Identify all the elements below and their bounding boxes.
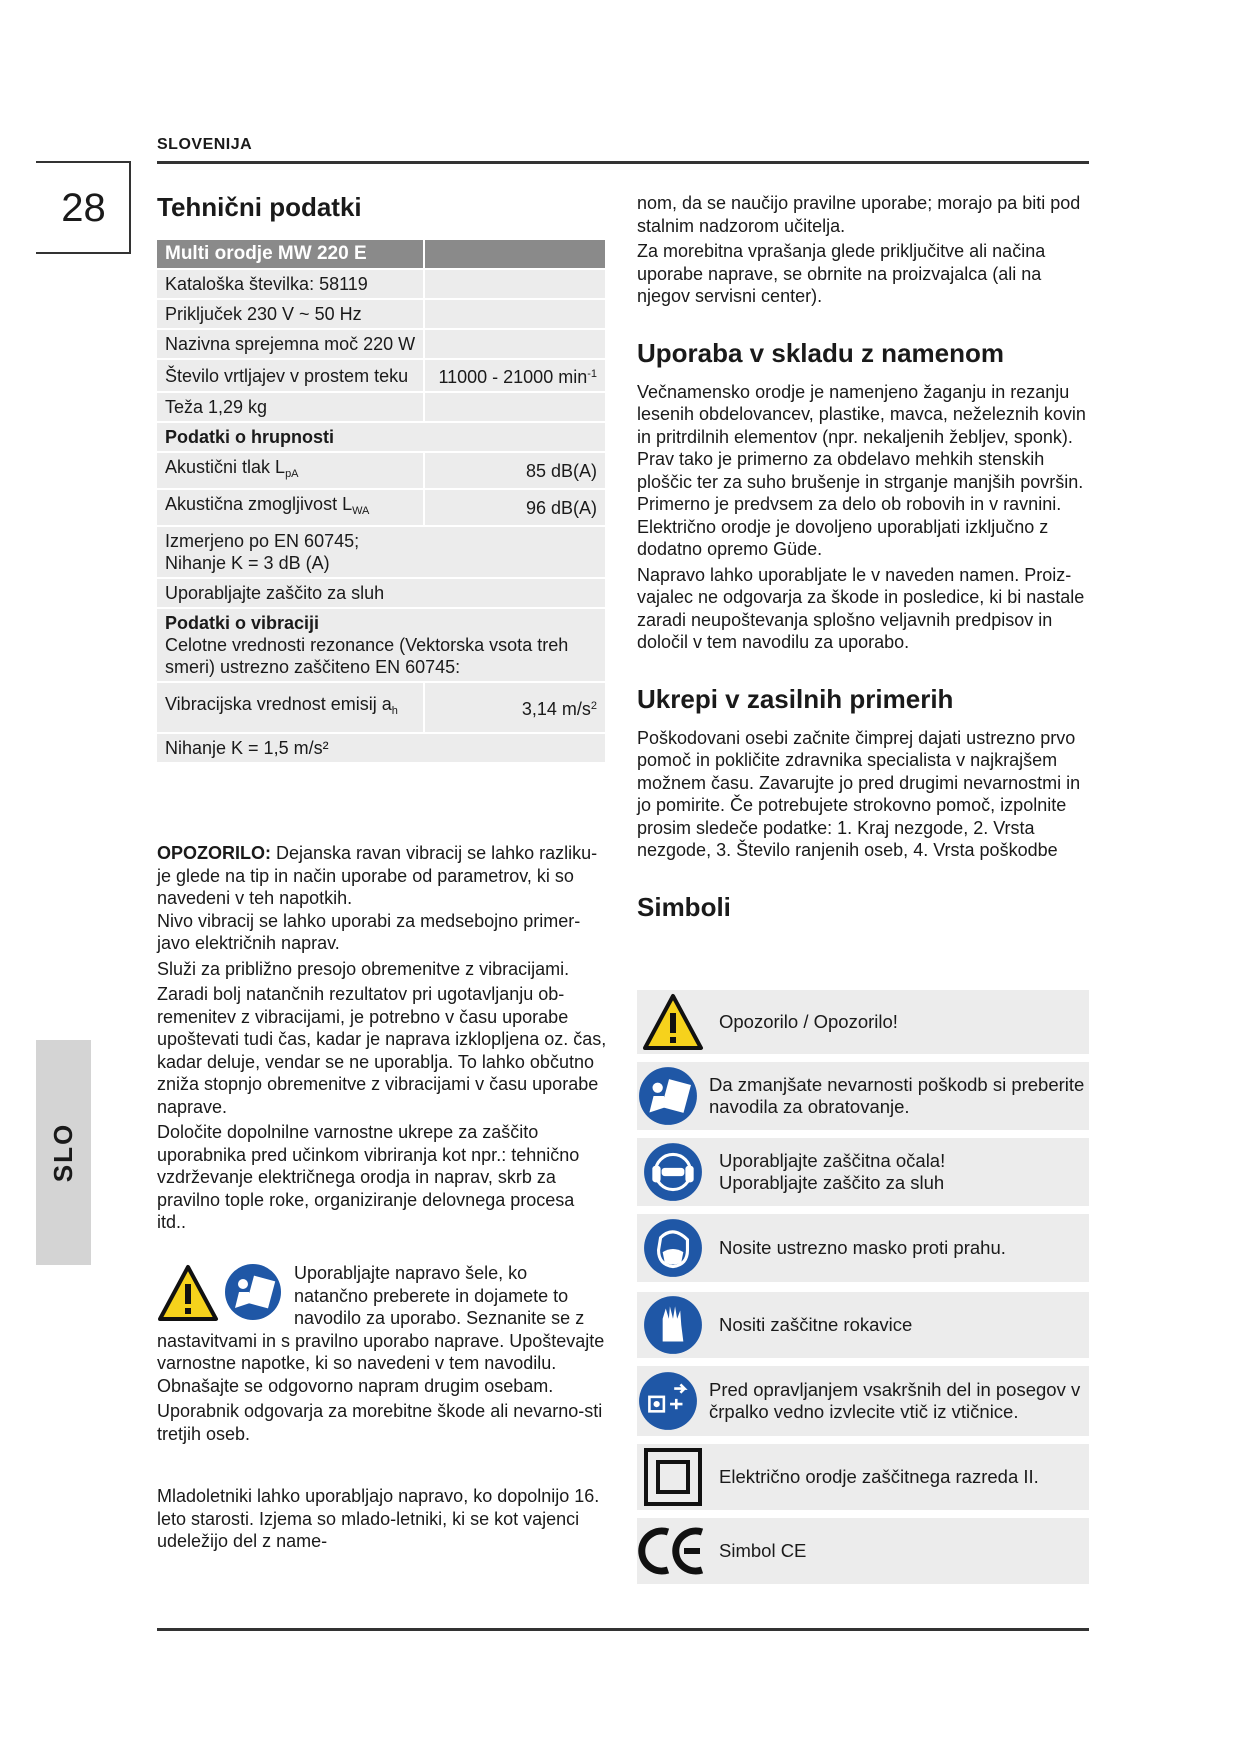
- rpm-value: 11000 - 21000 $\min^{-1}$: [425, 360, 605, 391]
- unplug-icon: [637, 1370, 699, 1432]
- rated-power: Nazivna sprejemna moč 220 W: [157, 330, 423, 358]
- right-text-block: [637, 192, 1089, 923]
- table-row: [157, 490, 605, 525]
- ce-mark-icon: [638, 1526, 708, 1576]
- weight: Teža 1,29 kg: [157, 393, 423, 421]
- paragraph: Določite dopolnilne varnostne ukrepe za zaščito uporabnika pred učinkom vibriranja kot npr.: tehnično vzdrževanje električnega orodja in naprav, skrb za pravilno tople roke, organiziranje delovnega procesa itd..: [157, 1122, 580, 1232]
- paragraph: Poškodovani osebi začnite čimprej dajati ustrezno prvo pomoč in pokličite zdravnika specialista v najkrajšem možnem času. Zavarujte jo pred drugimi nevarnostmi in jo pomirite. Če potrebujete strokovno pomoč, izpolnite prosim sledeče podatke: 1. Kraj nezgode, 2. Vrsta nezgode, 3. Število ranjenih oseb, 4. Vrsta poškodbe: [637, 727, 1081, 860]
- paragraph: Služi za približno presojo obremenitve z vibracijami.: [157, 958, 570, 979]
- symbol-row: [637, 1366, 1089, 1436]
- table-row: [157, 609, 605, 681]
- language-tab-label: SLO: [48, 1122, 79, 1183]
- symbol-text: Simbol CE: [719, 1539, 807, 1561]
- vibration-header: Podatki o vibraciji: [165, 613, 320, 633]
- table-row: [157, 240, 605, 268]
- paragraph: Nivo vibracij se lahko uporabi za medsebojno primer-javo električnih naprav.: [157, 910, 581, 953]
- paragraph: Uporabnik odgovarja za morebitne škode ali nevarno-sti tretjih oseb.: [157, 1401, 603, 1444]
- symbol-row: [637, 1138, 1089, 1206]
- measured-note: Izmerjeno po EN 60745; Nihanje K = 3 dB (A): [157, 527, 605, 577]
- connection: Priključek 230 V ~ 50 Hz: [157, 300, 423, 328]
- vibration-k: Nihanje K = 1,5 m/s²: [157, 734, 605, 762]
- specs-table: [155, 238, 607, 764]
- emergency-title: Ukrepi v zasilnih primerih: [637, 683, 954, 714]
- table-row: [157, 683, 605, 732]
- vibration-desc: Celotne vrednosti rezonance (Vektorska vsota treh smeri) ustrezno zaščiteno EN 60745:: [165, 635, 569, 677]
- paragraph: Večnamensko orodje je namenjeno žaganju in rezanju lesenih obdelovancev, plastike, mavca, neželeznih kovin in pritrdilnih elementov (npr. nekaljenih žebljev, sponk). Prav tako je primerno za obdelavo mehkih stenskih ploščic ter za suho brušenje in strganje manjših površin. Primerno je predvsem za delo ob robovih in v ravnini. Električno orodje je dovoljeno uporabljati izključno z dodatno opremo Güde.: [637, 381, 1086, 559]
- gloves-icon: [642, 1294, 704, 1356]
- rpm-label: Število vrtljajev v prostem teku: [157, 360, 423, 391]
- page-number: 28: [61, 186, 106, 230]
- paragraph: nastavitvami in s pravilno uporabo naprave. Upoštevajte varnostne napotke, ki so navedeni v tem navodilu. Obnašajte se odgovorno napram drugim osebam.: [157, 1330, 605, 1396]
- footer-rule: [157, 1628, 1089, 1631]
- table-row: [157, 300, 605, 328]
- warning-paragraph: OPOZORILO: Dejanska ravan vibracij se lahko razliku-je glede na tip in način uporabe od parametrov, ki so navedeni v teh napotkih.: [157, 843, 598, 908]
- left-text-block: [157, 842, 607, 1234]
- sound-pressure-label: Akustični tlak $L_{pA}$: [157, 453, 423, 488]
- table-row: [157, 393, 605, 421]
- vibration-label: Vibracijska vrednost emisij $a_h$: [157, 683, 423, 732]
- table-row: [157, 423, 605, 451]
- table-row: [157, 579, 605, 607]
- symbol-text: Nositi zaščitne rokavice: [719, 1313, 913, 1335]
- table-row: [157, 734, 605, 762]
- usage-title: Uporaba v skladu z namenom: [637, 337, 1004, 368]
- paragraph: Mladoletniki lahko uporabljajo napravo, ko dopolnijo 16. leto starosti. Izjema so mlado-letniki, ki se kot vajenci udeležijo del z name-: [157, 1486, 600, 1551]
- goggles-ear-protection-icon: [642, 1141, 704, 1203]
- specs-title: Tehnični podatki: [157, 192, 362, 222]
- symbol-row: [637, 1214, 1089, 1282]
- class-ii-icon: [643, 1447, 703, 1507]
- symbol-text: Opozorilo / Opozorilo!: [719, 1010, 898, 1032]
- sound-pressure-value: 85 dB(A): [425, 453, 605, 488]
- hearing-protection: Uporabljajte zaščito za sluh: [157, 579, 605, 607]
- paragraph-indent-line: natančno preberete in dojamete to: [294, 1285, 569, 1306]
- vibration-value: 3,14 $m/s^2$: [425, 683, 605, 732]
- paragraph-indent-line: navodilo za uporabo. Seznanite se z: [294, 1308, 585, 1328]
- dust-mask-icon: [642, 1217, 704, 1279]
- sound-power-value: 96 dB(A): [425, 490, 605, 525]
- table-row: [157, 527, 605, 577]
- sound-power-label: Akustična zmogljivost $L_{WA}$: [157, 490, 423, 525]
- table-row: [157, 360, 605, 391]
- table-row: [157, 453, 605, 488]
- table-row: [157, 270, 605, 298]
- product-name: Multi orodje MW 220 E: [157, 240, 423, 268]
- table-row: [157, 330, 605, 358]
- symbol-row: [637, 1062, 1089, 1130]
- header-rule: [157, 161, 1089, 164]
- left-text-block-2: [157, 1262, 607, 1553]
- symbol-text: Da zmanjšate nevarnosti poškodb si preberite navodila za obratovanje.: [709, 1073, 1085, 1117]
- read-manual-icon: [637, 1065, 699, 1127]
- symbol-text: Električno orodje zaščitnega razreda II.: [719, 1465, 1039, 1487]
- symbol-text: Nosite ustrezno masko proti prahu.: [719, 1236, 1006, 1258]
- vibration-block: [157, 609, 605, 681]
- paragraph: Napravo lahko uporabljate le v naveden namen. Proiz-vajalec ne odgovarja za škode in posledice, ki bi nastale zaradi neupoštevanja splošno veljavnih predpisov in določil v tem navodilu za uporabo.: [637, 564, 1085, 652]
- symbol-row: [637, 990, 1089, 1054]
- header-country: SLOVENIJA: [157, 136, 253, 153]
- warning-icon: [641, 993, 705, 1051]
- symbol-text: Pred opravljanjem vsakršnih del in posegov v črpalko vedno izvlecite vtič iz vtičnice.: [709, 1378, 1081, 1422]
- symbol-row: [637, 1444, 1089, 1510]
- language-tab-label-wrap: [36, 1040, 91, 1265]
- paragraph-indent-line: Uporabljajte napravo šele, ko: [294, 1263, 528, 1283]
- paragraph: Zaradi bolj natančnih rezultatov pri ugotavljanju ob-remenitev z vibracijami, je potrebno v času uporabe upoštevati tudi čas, kadar je naprava izklopljena oz. čas, kadar deluje, vendar se ne uporablja. To lahko občutno zniža stopnjo obremenitve z vibracijami v času uporabe naprave.: [157, 984, 607, 1117]
- paragraph: nom, da se naučijo pravilne uporabe; morajo pa biti pod stalnim nadzorom učitelja.: [637, 193, 1081, 236]
- symbol-row: [637, 1292, 1089, 1358]
- catalog-number: Kataloška številka: 58119: [157, 270, 423, 298]
- symbol-text: Uporabljajte zaščitna očala! Uporabljajte zaščito za sluh: [719, 1149, 946, 1193]
- symbol-row: [637, 1518, 1089, 1584]
- symbols-title: Simboli: [637, 891, 731, 922]
- noise-header: Podatki o hrupnosti: [157, 423, 605, 451]
- paragraph: Za morebitna vprašanja glede priključitve ali načina uporabe naprave, se obrnite na proizvajalca (ali na njegov servisni center).: [637, 241, 1046, 306]
